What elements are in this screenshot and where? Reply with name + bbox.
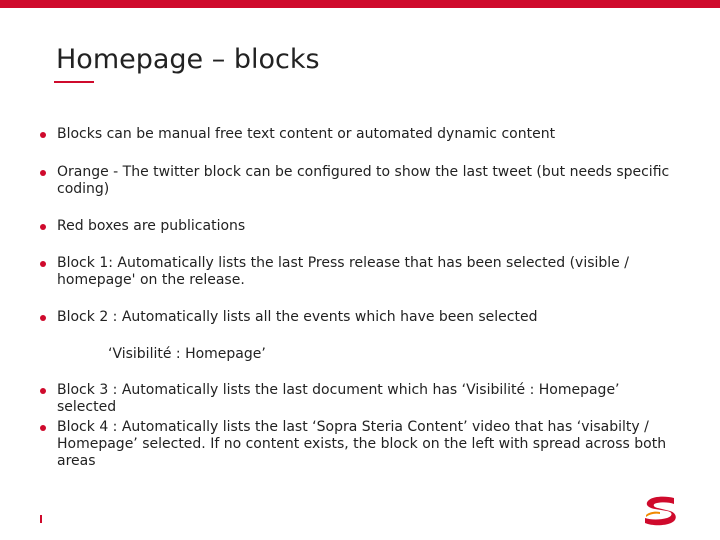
bullet-text: Block 4 : Automatically lists the last ‘Sopra Steria Content’ video that has ‘visabilty / Homepage’ selected. If no content exists, the block on the left with spread across both areas xyxy=(57,419,667,469)
page-marker xyxy=(40,515,42,523)
bullet-dot-icon xyxy=(40,132,46,138)
bullet-text: Blocks can be manual free text content or automated dynamic content xyxy=(57,126,556,142)
top-accent-bar xyxy=(0,0,720,8)
bullet-dot-icon xyxy=(40,315,46,321)
sopra-steria-logo-icon xyxy=(640,495,680,527)
bullet-dot-icon xyxy=(40,425,46,431)
sub-line: ‘Visibilité : Homepage’ xyxy=(108,346,266,362)
bullet-dot-icon xyxy=(40,388,46,394)
bullet-text: Block 1: Automatically lists the last Press release that has been selected (visible / homepage' on the release. xyxy=(57,255,629,288)
bullet-text: Red boxes are publications xyxy=(57,218,246,234)
bullet-text: Orange - The twitter block can be configured to show the last tweet (but needs specific coding) xyxy=(57,164,670,197)
title-underline xyxy=(54,81,94,83)
slide-title: Homepage – blocks xyxy=(56,44,320,75)
bullet-text: Block 3 : Automatically lists the last document which has ‘Visibilité : Homepage’ selected xyxy=(57,382,620,415)
bullet-dot-icon xyxy=(40,261,46,267)
bullet-text: Block 2 : Automatically lists all the events which have been selected xyxy=(57,309,538,325)
bullet-dot-icon xyxy=(40,170,46,176)
bullet-dot-icon xyxy=(40,224,46,230)
